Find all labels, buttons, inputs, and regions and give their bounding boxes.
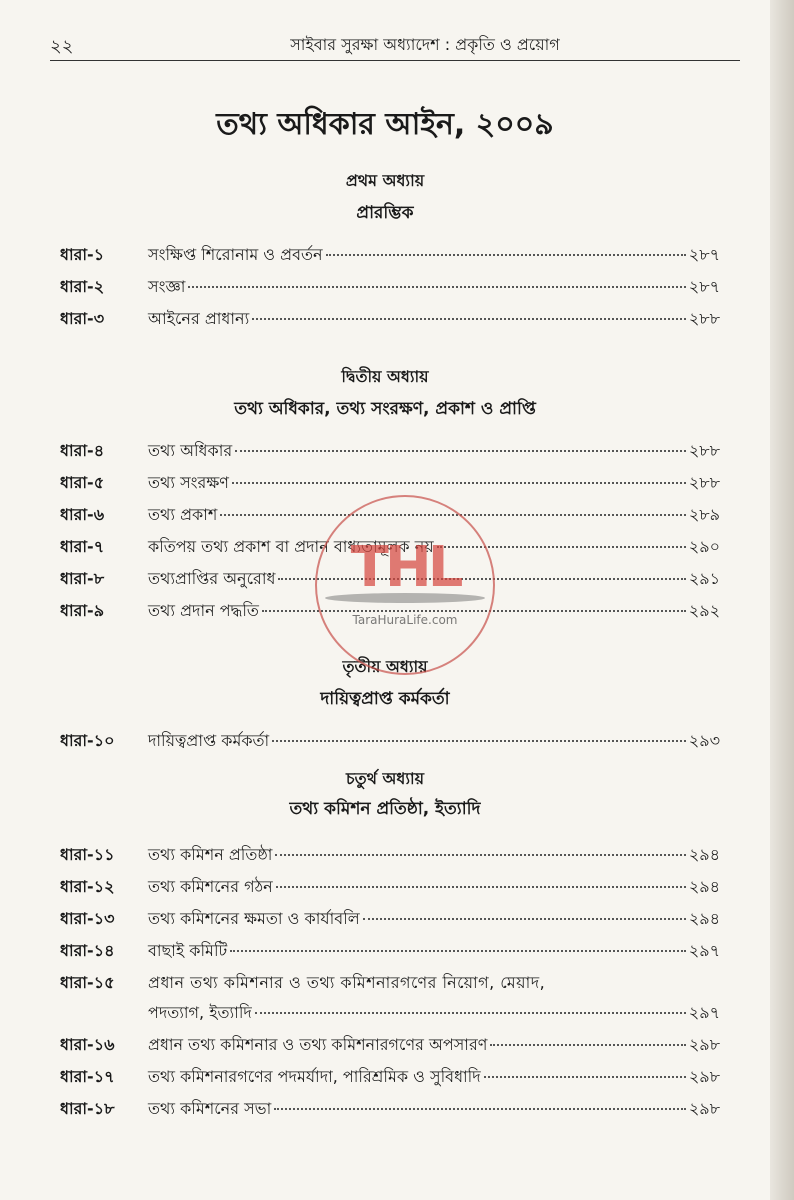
dot-leader [252, 318, 686, 320]
page-ref: ২৮৯ [688, 505, 720, 524]
toc-entry[interactable] [60, 728, 720, 756]
page-ref: ২৮৮ [688, 441, 720, 460]
dot-leader [272, 740, 686, 742]
page-ref: ২৯১ [688, 569, 720, 588]
section-title: তথ্য সংরক্ষণ [148, 473, 229, 492]
section-number: ধারা-৭ [60, 537, 105, 556]
toc-entry[interactable] [60, 470, 720, 498]
dot-leader [275, 854, 685, 856]
page-ref: ২৮৮ [688, 309, 720, 328]
section-title: কতিপয় তথ্য প্রকাশ বা প্রদান বাধ্যতামূলক নয় [148, 537, 434, 556]
section-number: ধারা-১৪ [60, 941, 115, 960]
chapter-3-label: তৃতীয় অধ্যায় [342, 657, 428, 676]
chapter-2-label: দ্বিতীয় অধ্যায় [341, 367, 429, 386]
section-number: ধারা-১৫ [60, 973, 115, 992]
chapter-1-label: প্রথম অধ্যায় [345, 171, 425, 190]
section-title: তথ্যপ্রাপ্তির অনুরোধ [148, 569, 276, 588]
page-ref: ২৮৭ [688, 245, 720, 264]
section-number: ধারা-৪ [60, 441, 105, 460]
dot-leader [255, 1012, 686, 1014]
section-title: দায়িত্বপ্রাপ্ত কর্মকর্তা [148, 731, 270, 750]
section-title: তথ্য কমিশনের সভা [148, 1099, 272, 1118]
page-header [50, 30, 740, 60]
section-number: ধারা-১০ [60, 731, 115, 750]
section-title: বাছাই কমিটি [148, 941, 228, 960]
section-number: ধারা-৬ [60, 505, 105, 524]
toc-entry[interactable] [60, 874, 720, 902]
page-ref: ২৯৮ [688, 1067, 720, 1086]
section-number: ধারা-১৩ [60, 909, 115, 928]
section-number: ধারা-১৭ [60, 1067, 115, 1086]
section-number: ধারা-১১ [60, 845, 115, 864]
page-ref: ২৯০ [688, 537, 720, 556]
running-title: সাইবার সুরক্ষা অধ্যাদেশ : প্রকৃতি ও প্রয়োগ [290, 35, 560, 54]
page-ref: ২৯৮ [688, 1099, 720, 1118]
section-number: ধারা-১৮ [60, 1099, 115, 1118]
section-title: তথ্য কমিশনারগণের পদমর্যাদা, পারিশ্রমিক ও সুবিধাদি [148, 1067, 481, 1086]
section-title: আইনের প্রাধান্য [148, 309, 250, 328]
watermark-logo: THL [350, 535, 460, 600]
page-ref: ২৯৭ [688, 1003, 720, 1022]
toc-entry[interactable] [60, 906, 720, 934]
chapter-1-subtitle: প্রারম্ভিক [356, 203, 414, 223]
section-title: সংক্ষিপ্ত শিরোনাম ও প্রবর্তন [148, 245, 323, 264]
section-title: প্রধান তথ্য কমিশনার ও তথ্য কমিশনারগণের অপসারণ [148, 1035, 488, 1054]
section-title-line1: প্রধান তথ্য কমিশনার ও তথ্য কমিশনারগণের নিয়োগ, মেয়াদ, [148, 973, 546, 992]
section-number: ধারা-৩ [60, 309, 105, 328]
chapter-3-subtitle: দায়িত্বপ্রাপ্ত কর্মকর্তা [320, 689, 450, 709]
toc-entry[interactable] [60, 1032, 720, 1060]
document-title: তথ্য অধিকার আইন, ২০০৯ [216, 107, 554, 142]
dot-leader [230, 950, 686, 952]
dot-leader [326, 254, 686, 256]
page-ref: ২৯৩ [688, 731, 720, 750]
dot-leader [188, 286, 685, 288]
dot-leader [363, 918, 686, 920]
page-ref: ২৯৪ [688, 909, 720, 928]
toc-entry[interactable] [60, 842, 720, 870]
chapter-4-label: চতুর্থ অধ্যায় [345, 769, 425, 788]
page-edge [770, 0, 794, 1200]
dot-leader [484, 1076, 686, 1078]
watermark [315, 495, 495, 675]
page-ref: ২৯২ [688, 601, 720, 620]
section-title: সংজ্ঞা [148, 277, 186, 296]
dot-leader [232, 482, 686, 484]
section-title: তথ্য প্রকাশ [148, 505, 218, 524]
toc-entry[interactable] [60, 306, 720, 334]
section-title: তথ্য অধিকার [148, 441, 233, 460]
header-divider [50, 60, 740, 61]
watermark-site: TaraHuraLife.com [352, 613, 458, 627]
toc-entry[interactable] [60, 1064, 720, 1092]
section-title: তথ্য কমিশনের ক্ষমতা ও কার্যাবলি [148, 909, 360, 928]
section-title: তথ্য প্রদান পদ্ধতি [148, 601, 259, 620]
section-number: ধারা-২ [60, 277, 105, 296]
section-title: তথ্য কমিশন প্রতিষ্ঠা [148, 845, 273, 864]
page-ref: ২৯৮ [688, 1035, 720, 1054]
page-ref: ২৯৪ [688, 845, 720, 864]
section-title: পদত্যাগ, ইত্যাদি [148, 1003, 252, 1022]
dot-leader [490, 1044, 685, 1046]
toc-entry[interactable] [60, 1096, 720, 1124]
section-number: ধারা-৫ [60, 473, 105, 492]
section-number: ধারা-১৬ [60, 1035, 115, 1054]
toc-entry[interactable] [60, 938, 720, 966]
watermark-swoosh [325, 593, 485, 603]
dot-leader [235, 450, 686, 452]
page-ref: ২৮৭ [688, 277, 720, 296]
page-ref: ২৯৭ [688, 941, 720, 960]
chapter-4-subtitle: তথ্য কমিশন প্রতিষ্ঠা, ইত্যাদি [289, 799, 481, 819]
toc-entry[interactable] [60, 970, 720, 1030]
page-number: ২২ [50, 36, 74, 57]
dot-leader [276, 886, 686, 888]
section-title: তথ্য কমিশনের গঠন [148, 877, 273, 896]
toc-entry[interactable] [60, 438, 720, 466]
page-ref: ২৮৮ [688, 473, 720, 492]
section-number: ধারা-১ [60, 245, 105, 264]
toc-entry[interactable] [60, 242, 720, 270]
section-number: ধারা-৮ [60, 569, 105, 588]
section-number: ধারা-১২ [60, 877, 115, 896]
toc-entry[interactable] [60, 274, 720, 302]
section-number: ধারা-৯ [60, 601, 105, 620]
chapter-2-subtitle: তথ্য অধিকার, তথ্য সংরক্ষণ, প্রকাশ ও প্রাপ্তি [234, 399, 536, 419]
page-ref: ২৯৪ [688, 877, 720, 896]
dot-leader [274, 1108, 686, 1110]
